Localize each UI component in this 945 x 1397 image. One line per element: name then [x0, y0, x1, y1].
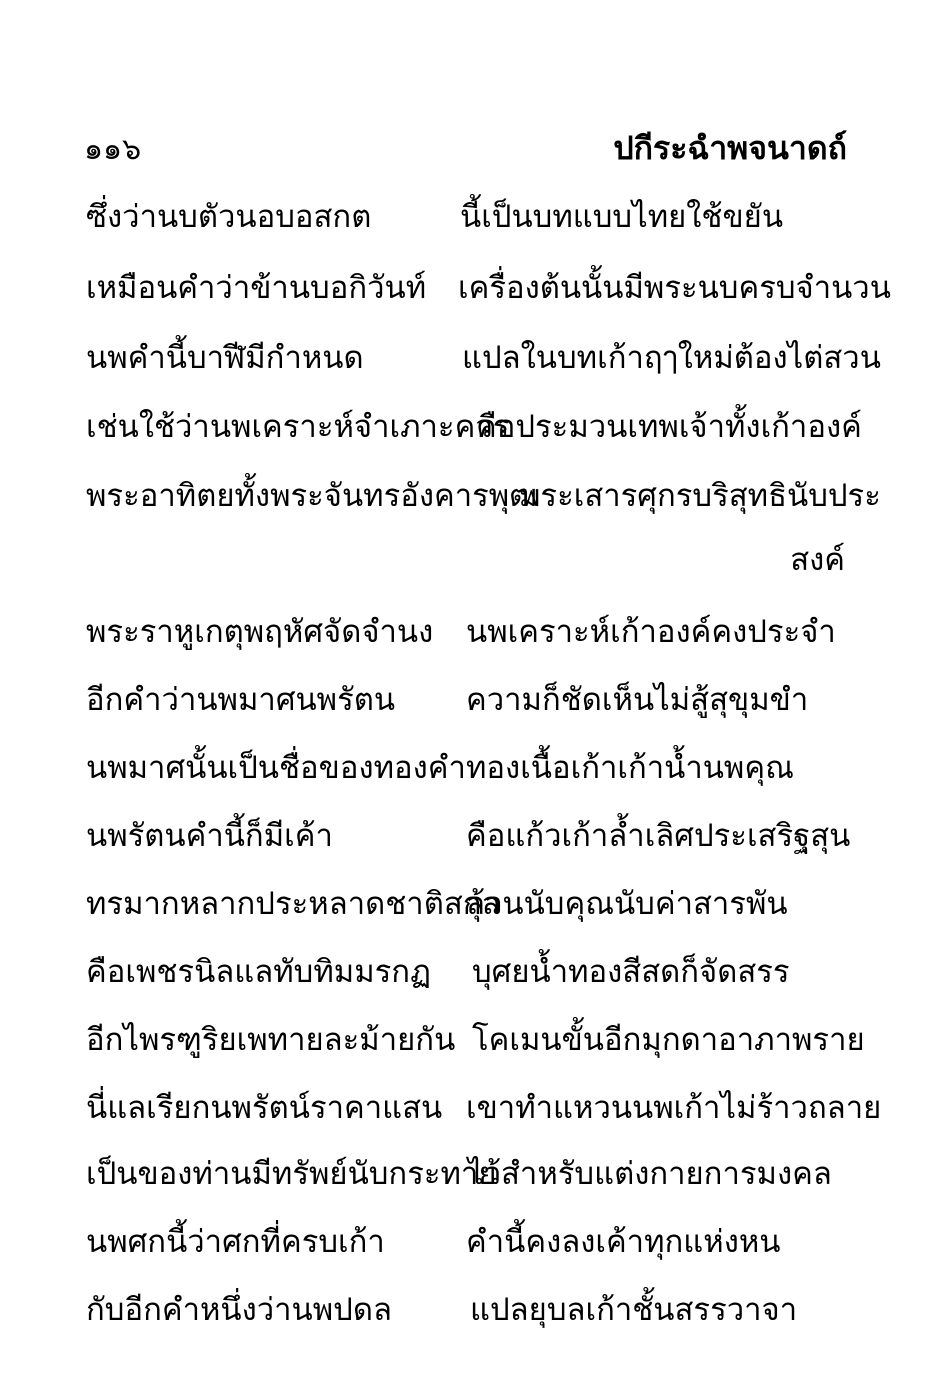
- verse-8-right: ทองเนื้อเก้าเก้าน้ำนพคุณ: [466, 750, 794, 786]
- verse-4-left: เช่นใช้ว่านพเคราะห์จำเภาะควร: [86, 409, 510, 445]
- verse-12-right: โคเมนขั้นอีกมุกดาอาภาพราย: [472, 1022, 865, 1058]
- verse-12-left: อีกไพรฑูริยเพทายละม้ายกัน: [86, 1022, 456, 1058]
- verse-2-right: เครื่องต้นนั้นมีพระนบครบจำนวน: [458, 270, 891, 306]
- verse-13-left: นี่แลเรียกนพรัตน์ราคาแสน: [86, 1090, 443, 1126]
- verse-9-left: นพรัตนคำนี้ก็มีเค้า: [86, 818, 333, 854]
- verse-10-right: ล้วนนับคุณนับค่าสารพัน: [466, 886, 788, 922]
- verse-1-left: ซึ่งว่านบตัวนอบอสกต: [86, 199, 372, 235]
- verse-14-right: ไว้สำหรับแต่งกายการมงคล: [468, 1156, 832, 1192]
- verse-3-left: นพคำนี้บาฬีมีกำหนด: [86, 340, 364, 376]
- verse-11-right: บุศยน้ำทองสีสดก็จัดสรร: [472, 954, 790, 990]
- verse-15-left: นพศกนี้ว่าศกที่ครบเก้า: [86, 1224, 385, 1260]
- verse-5-right: พระเสารศุกรบริสุทธินับประ: [520, 478, 881, 514]
- verse-6-right: นพเคราะห์เก้าองค์คงประจำ: [466, 614, 836, 650]
- verse-8-left: นพมาศนั้นเป็นชื่อของทองคำ: [86, 750, 466, 786]
- verse-7-left: อีกคำว่านพมาศนพรัตน: [86, 682, 396, 718]
- verse-7-right: ความก็ชัดเห็นไม่สู้สุขุมขำ: [466, 682, 809, 718]
- verse-4-right: คือประมวนเทพเจ้าทั้งเก้าองค์: [476, 409, 862, 445]
- verse-5-left: พระอาทิตยทั้งพระจันทรอังคารพุฒ: [86, 478, 538, 514]
- verse-11-left: คือเพชรนิลแลทับทิมมรกฏ: [86, 954, 431, 990]
- page-number: ๑๑๖: [84, 132, 142, 167]
- verse-6-left: พระราหูเกตุพฤหัศจัดจำนง: [86, 614, 434, 650]
- verse-16-left: กับอีกคำหนึ่งว่านพปดล: [86, 1292, 392, 1328]
- verse-14-left: เป็นของท่านมีทรัพย์นับกระทาย: [86, 1156, 497, 1192]
- verse-15-right: คำนี้คงลงเค้าทุกแห่งหน: [466, 1224, 781, 1260]
- verse-5-continuation: สงค์: [790, 542, 845, 578]
- verse-2-left: เหมือนคำว่าข้านบอกิวันท์: [86, 270, 427, 306]
- verse-3-right: แปลในบทเก้าฤๅใหม่ต้องไต่สวน: [462, 340, 881, 376]
- page-title: ปกีระฉำพจนาดถ์: [613, 129, 847, 167]
- verse-9-right: คือแก้วเก้าล้ำเลิศประเสริฐสุน: [466, 818, 851, 854]
- verse-13-right: เขาทำแหวนนพเก้าไม่ร้าวถลาย: [466, 1090, 882, 1126]
- verse-16-right: แปลยุบลเก้าชั้นสรรวาจา: [470, 1292, 798, 1328]
- verse-10-left: ทรมากหลากประหลาดชาติสกุล: [86, 886, 501, 922]
- verse-1-right: นี้เป็นบทแบบไทยใช้ขยัน: [460, 199, 784, 235]
